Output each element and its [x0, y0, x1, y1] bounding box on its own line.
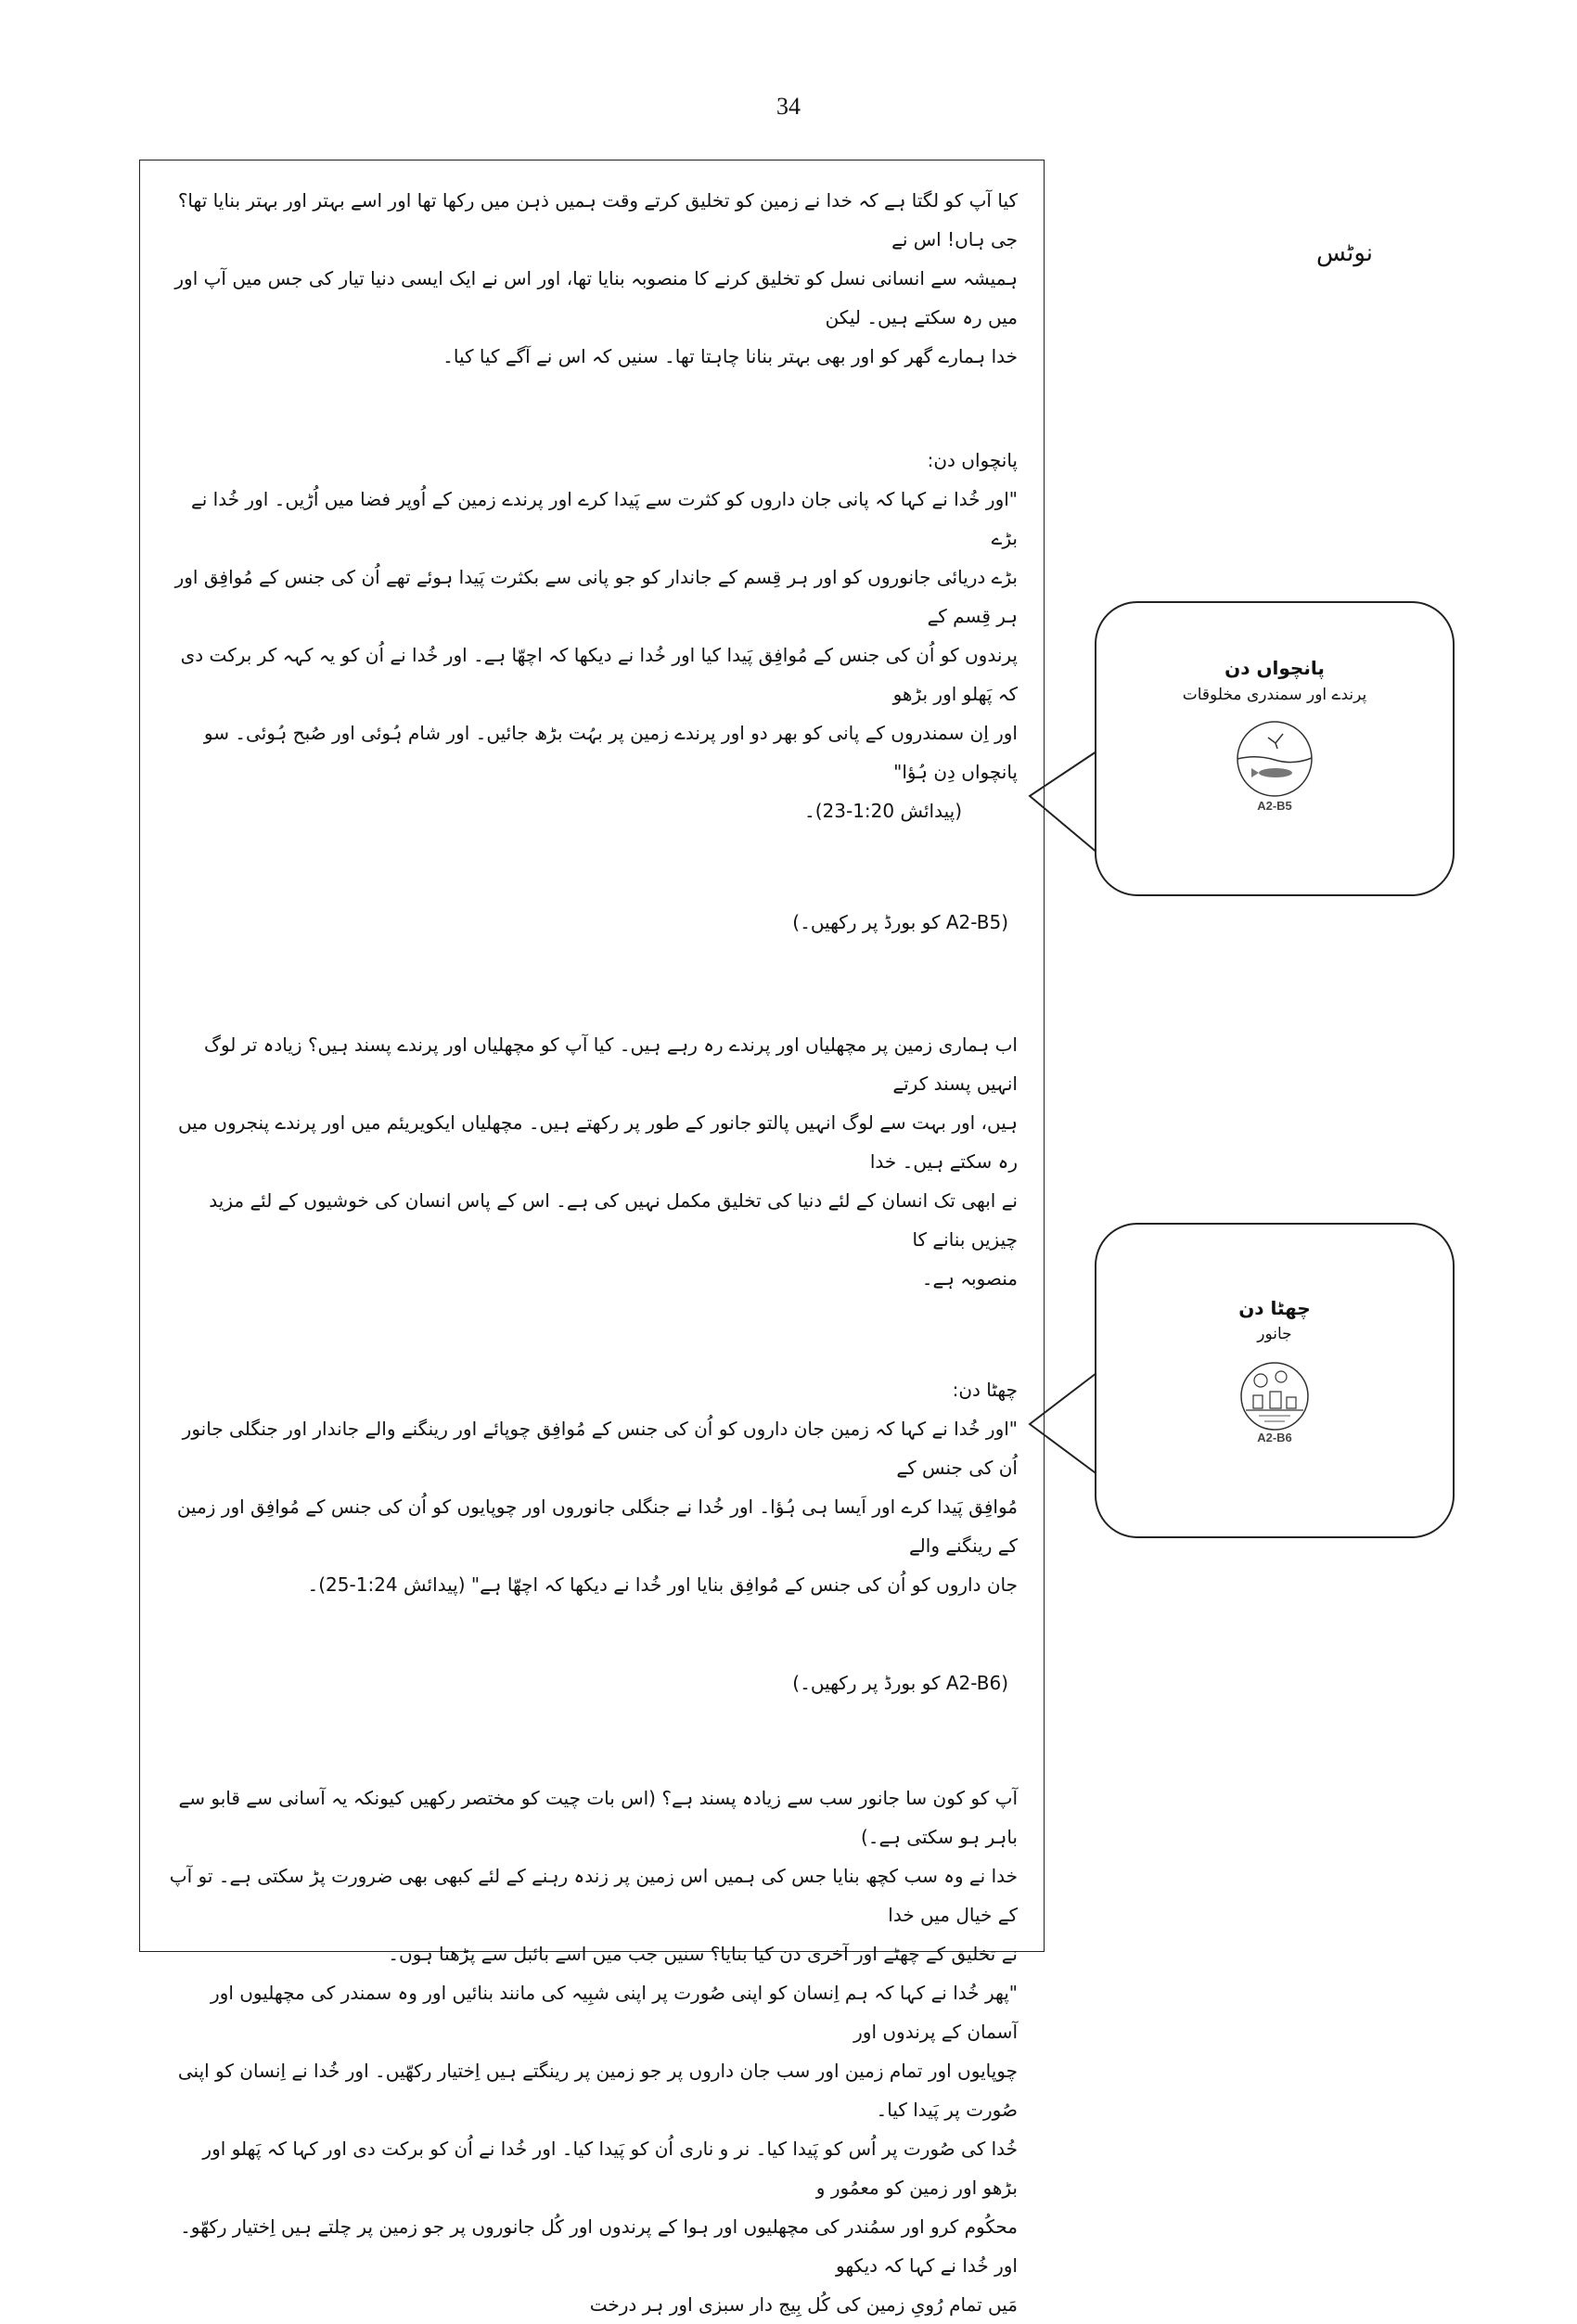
after-day6-line: "پھر خُدا نے کہا کہ ہم اِنسان کو اپنی صُورت پر اپنی شبِیہ کی مانند بنائیں اور وہ سمندر کی مچھلیوں اور آسمان کے پرندوں اور: [211, 1982, 1018, 2043]
intro-line: کیا آپ کو لگتا ہے کہ خدا نے زمین کو تخلیق کرتے وقت ہمیں ذہن میں رکھا تھا اور اسے بہتر اور بہتر بنایا تھا؟ جی ہاں! اس نے: [177, 189, 1018, 250]
bubble-day6-code: A2-B6: [1257, 1431, 1292, 1444]
after-day5-line: منصوبہ ہے۔: [921, 1267, 1018, 1290]
day6-board-note: (A2-B6 کو بورڈ پر رکھیں۔): [792, 1672, 1008, 1694]
after-day6-line: نے تخلیق کے چھٹے اور آخری دن کیا بنایا؟ سنیں جب میں اسے بائبل سے پڑھتا ہوں۔: [388, 1943, 1018, 1965]
bubble-day5-tail: [1030, 751, 1098, 854]
after-day5-line: نے ابھی تک انسان کے لئے دنیا کی تخلیق مکمل نہیں کی ہے۔ اس کے پاس انسان کی خوشیوں کے لئے مزید چیزیں بنانے کا: [209, 1189, 1018, 1251]
day5-line: اور اِن سمندروں کے پانی کو بھر دو اور پرندے زمین پر بہُت بڑھ جائیں۔ اور شام ہُوئی اور صُبح ہُوئی۔ سو پانچواں دِن ہُؤا": [203, 722, 1018, 783]
day6-line: مُوافِق پَیدا کرے اور اَیسا ہی ہُؤا۔ اور خُدا نے جنگلی جانوروں اور چوپایوں کو اُن کی جنس کے مُوافِق اور زمین کے رینگنے والے: [176, 1496, 1018, 1557]
day6-heading: چھٹا دن:: [952, 1379, 1018, 1401]
bubble-day6: [1095, 1223, 1455, 1538]
day6-line: "اور خُدا نے کہا کہ زمین جان داروں کو اُن کی جنس کے مُوافِق چوپائے اور رینگنے والے جاندار اور جنگلی جانور اُن کی جنس کے: [182, 1418, 1018, 1479]
animals-emblem-icon: [1233, 1355, 1316, 1438]
bubble-day6-subtitle: جانور: [1257, 1325, 1292, 1343]
after-day6-line: خُدا کی صُورت پر اُس کو پَیدا کیا۔ نر و ناری اُن کو پَیدا کیا۔ اور خُدا نے اُن کو برکت دی اور کہا کہ پَھلو اور بڑھو اور زمین کو معمُور و: [202, 2138, 1018, 2199]
day5-line: بڑے دریائی جانوروں کو اور ہر قِسم کے جاندار کو جو پانی سے بکثرت پَیدا ہوئے تھے اُن کی جنس کے مُوافِق اور ہر قِسم کے: [174, 566, 1018, 627]
day5-heading: پانچواں دن:: [927, 449, 1018, 471]
after-day5-line: ہیں، اور بہت سے لوگ انہیں پالتو جانور کے طور پر رکھتے ہیں۔ مچھلیاں ایکویریئم میں اور پرندے پنجروں میں رہ سکتے ہیں۔ خدا: [177, 1111, 1018, 1173]
intro-line: ہمیشہ سے انسانی نسل کو تخلیق کرنے کا منصوبہ بنایا تھا، اور اس نے ایک ایسی دنیا تیار کی جس میں آپ اور میں رہ سکتے ہیں۔ لیکن: [174, 267, 1018, 328]
after-day5-line: اب ہماری زمین پر مچھلیاں اور پرندے رہ رہے ہیں۔ کیا آپ کو مچھلیاں اور پرندے پسند ہیں؟ زیادہ تر لوگ انہیں پسند کرتے: [204, 1034, 1018, 1095]
day5-board-note: (A2-B5 کو بورڈ پر رکھیں۔): [792, 911, 1008, 933]
day5-line: پرندوں کو اُن کی جنس کے مُوافِق پَیدا کیا اور خُدا نے دیکھا کہ اچھّا ہے۔ اور خُدا نے اُن کو یہ کہہ کر برکت دی کہ پَھلو اور بڑھو: [180, 644, 1018, 705]
bubble-day6-tail: [1030, 1373, 1098, 1475]
after-day6-line: آپ کو کون سا جانور سب سے زیادہ پسند ہے؟ (اس بات چیت کو مختصر رکھیں کیونکہ یہ آسانی سے قابو سے باہر ہو سکتی ہے۔): [178, 1787, 1018, 1848]
bird-fish-emblem-icon: [1224, 717, 1326, 810]
bubble-day5-title: پانچواں دن: [1224, 657, 1325, 679]
page-number: 34: [776, 93, 801, 120]
notes-label: نوٹس: [1315, 239, 1373, 267]
day5-line: "اور خُدا نے کہا کہ پانی جان داروں کو کثرت سے پَیدا کرے اور پرندے زمین کے اُوپر فضا میں اُڑیں۔ اور خُدا نے بڑے: [191, 488, 1018, 549]
after-day6-line: چوپایوں اور تمام زمین اور سب جان داروں پر جو زمین پر رینگتے ہیں اِختیار رکھّیں۔ اور خُدا نے اِنسان کو اپنی صُورت پر پَیدا کیا۔: [177, 2060, 1018, 2121]
after-day6-line: محکُوم کرو اور سمُندر کی مچھلیوں اور ہوا کے پرندوں اور کُل جانوروں پر جو زمین پر چلتے ہیں اِختیار رکھّو۔ اور خُدا نے کہا کہ دیکھو: [180, 2215, 1018, 2277]
after-day6-line: خدا نے وہ سب کچھ بنایا جس کی ہمیں اس زمین پر زندہ رہنے کے لئے کبھی بھی ضرورت پڑ سکتی ہے۔ تو آپ کے خیال میں خدا: [169, 1865, 1018, 1926]
day6-line: جان داروں کو اُن کی جنس کے مُوافِق بنایا اور خُدا نے دیکھا کہ اچھّا ہے" (پیدائش 1:24-25)۔: [307, 1573, 1018, 1596]
intro-line: خدا ہمارے گھر کو اور بھی بہتر بنانا چاہتا تھا۔ سنیں کہ اس نے آگے کیا کیا۔: [442, 345, 1018, 367]
bubble-day6-title: چھٹا دن: [1238, 1297, 1311, 1319]
bubble-day5: [1095, 601, 1455, 896]
bubble-day5-code: A2-B5: [1257, 799, 1292, 813]
bubble-day5-subtitle: پرندے اور سمندری مخلوقات: [1182, 686, 1367, 704]
day5-line: (پیدائش 1:20-23)۔: [803, 800, 962, 822]
after-day6-line: مَیں تمام رُویِ زمین کی کُل بِیج دار سبزی اور ہر درخت: [589, 2293, 1018, 2316]
